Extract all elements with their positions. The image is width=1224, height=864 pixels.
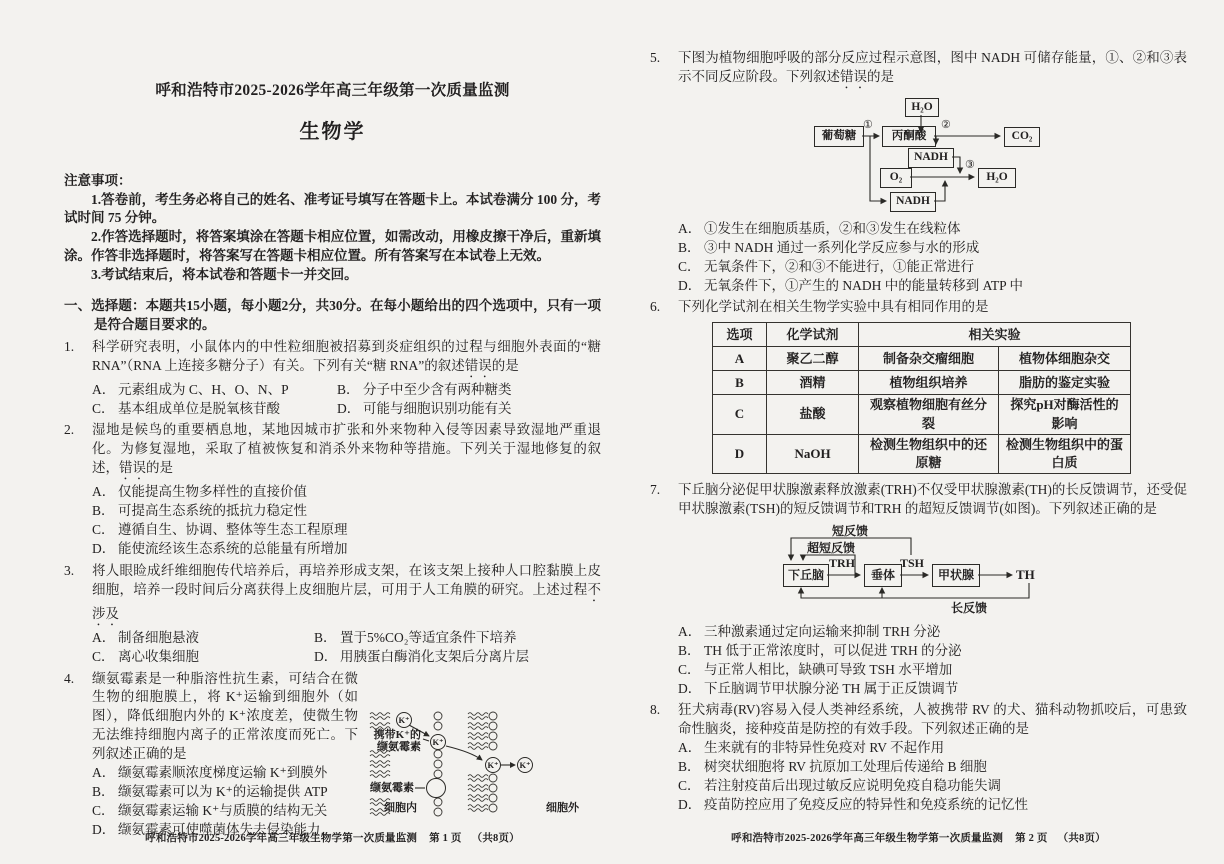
option-label: B．	[678, 239, 701, 255]
question-body	[678, 298, 1187, 478]
option-text: 树突状细胞将 RV 抗原加工处理后传递给 B 细胞	[704, 759, 987, 775]
cell-reagent: NaOH	[767, 434, 859, 473]
option-text: 下丘脑调节甲状腺分泌 TH 属于正反馈调节	[704, 680, 959, 696]
cell-exp2: 脂肪的鉴定实验	[999, 371, 1131, 395]
option-label: D．	[92, 821, 116, 837]
question-body	[678, 49, 1187, 295]
question-body	[92, 670, 601, 840]
option-text: TH 低于正常浓度时，可以促进 TRH 的分泌	[704, 642, 962, 658]
question-stem: 狂犬病毒(RV)容易入侵人类神经系统，人被携带 RV 的犬、猫科动物抓咬后，可患致命性脑炎，接种疫苗是防控的有效手段。下列叙述正确的是	[678, 702, 1187, 737]
question-stem	[92, 338, 601, 381]
option-row	[678, 680, 1187, 699]
thyroid-box: 甲状腺	[932, 564, 980, 587]
option-row	[678, 258, 1187, 277]
flowchart-arrows	[808, 96, 1108, 218]
option-row	[678, 277, 1187, 296]
stem-text: 的是	[146, 460, 173, 476]
stem-text: 的是	[867, 68, 894, 84]
footer-page-number: 第 1 页	[429, 833, 462, 844]
option-label: A．	[678, 220, 702, 236]
option-label: D．	[678, 680, 702, 696]
stem-text: 下图为植物细胞呼吸的部分反应过程示意图，图中 NADH 可储存能量，①、②和③表示不同反应阶段。下列叙述	[678, 50, 1187, 84]
option-text: 缬氨霉素运输 K⁺与质膜的结构无关	[118, 802, 328, 818]
cell-reagent: 盐酸	[767, 395, 859, 434]
footer-page-total: （共8页）	[1057, 833, 1106, 844]
k-ion-label: K⁺	[519, 759, 531, 770]
phospholipid-bilayer	[370, 712, 497, 816]
option-label: D．	[92, 540, 116, 556]
option-row	[678, 661, 1187, 680]
footer-text: 呼和浩特市2025-2026学年高三年级生物学第一次质量监测	[731, 833, 1004, 844]
k-transport-arrow	[446, 746, 482, 760]
option-row	[92, 400, 337, 419]
question-number: 1.	[64, 338, 75, 354]
long-feedback-line	[801, 583, 1029, 598]
option-text: 遵循自生、协调、整体等生态工程原理	[118, 522, 348, 538]
option-text: 离心收集细胞	[118, 648, 199, 664]
footer-page-number: 第 2 页	[1015, 833, 1048, 844]
option-label: D．	[678, 796, 702, 812]
option-row	[337, 400, 601, 419]
option-row	[92, 629, 314, 648]
option-label: A．	[92, 764, 116, 780]
carry-label-dash	[423, 739, 429, 741]
glucose-box: 葡萄糖	[814, 126, 864, 147]
option-text: 缬氨霉素可使噬菌体失去侵染能力	[118, 821, 321, 837]
notice-heading: 注意事项：	[64, 172, 132, 188]
option-row	[314, 648, 601, 667]
option-label: A．	[678, 740, 702, 756]
o2-box: O₂	[880, 168, 912, 188]
step1-label: ①	[863, 118, 873, 131]
carry-label-line1: 携带K⁺的	[373, 728, 421, 741]
question-stem: 缬氨霉素是一种脂溶性抗生素，可结合在微生物的细胞膜上，将 K⁺运输到细胞外（如图），降低细胞内外的 K⁺浓度差，使微生物无法维持细胞内离子的正常浓度而死亡。下列叙述正确的是	[92, 670, 358, 762]
question-1	[64, 338, 601, 419]
question-stem: 下列化学试剂在相关生物学实验中具有相同作用的是	[678, 299, 989, 315]
option-row	[678, 758, 1187, 777]
cell-option: A	[713, 347, 767, 371]
footer-text: 呼和浩特市2025-2026学年高三年级生物学第一次质量监测	[145, 833, 418, 844]
question-number: 6.	[650, 299, 661, 315]
option-label: D．	[314, 648, 338, 664]
question-number: 4.	[64, 670, 75, 686]
option-text: 能使流经该生态系统的总能量有所增加	[118, 540, 348, 556]
cell-exp1: 制备杂交瘤细胞	[859, 347, 999, 371]
option-row	[92, 502, 601, 521]
option-text: 无氧条件下，①产生的 NADH 中的能量转移到 ATP 中	[704, 277, 1024, 293]
option-label: A．	[678, 623, 702, 639]
col-header-reagent: 化学试剂	[767, 323, 859, 347]
footer-page-total: （共8页）	[471, 833, 520, 844]
question-stem	[92, 562, 601, 629]
option-label: B．	[337, 381, 360, 397]
notice-item: 3.考试结束后，将本试卷和答题卡一并交回。	[91, 267, 358, 283]
option-text: 疫苗防控应用了免疫反应的特异性和免疫系统的记忆性	[704, 796, 1028, 812]
option-text: 生来就有的非特异性免疫对 RV 不起作用	[704, 740, 945, 756]
page-left	[64, 80, 601, 840]
option-row	[678, 220, 1187, 239]
k-ion-label: K⁺	[487, 759, 499, 770]
cell-reagent: 酒精	[767, 371, 859, 395]
question-body	[92, 338, 601, 419]
footer-page-2	[650, 830, 1187, 845]
footer-page-1	[64, 830, 601, 845]
table-row	[713, 434, 1131, 473]
tsh-label: TSH	[900, 555, 925, 570]
option-text: 无氧条件下，②和③不能进行，①能正常进行	[704, 258, 974, 274]
carry-label-line2: 缬氨霉素	[377, 741, 421, 754]
step2-label: ②	[941, 118, 951, 131]
option-text: 若注射疫苗后出现过敏反应说明免疫自稳功能失调	[704, 778, 1001, 793]
cell-reagent: 聚乙二醇	[767, 347, 859, 371]
question-3	[64, 562, 601, 667]
option-text: 基本组成单位是脱氧核苷酸	[118, 400, 280, 416]
cell-exp1: 观察植物细胞有丝分裂	[859, 395, 999, 434]
option-row	[337, 381, 601, 400]
stem-emphasis: 错误	[840, 68, 867, 84]
h2o-right-box: H₂O	[978, 168, 1016, 188]
option-row	[678, 739, 1187, 758]
question-body	[92, 421, 601, 558]
question-stem	[678, 49, 1187, 92]
cell-option: C	[713, 395, 767, 434]
stem-text: 将人眼睑成纤维细胞传代培养后，再培养形成支架，在该支架上接种人口腔黏膜上皮细胞，培养一段时间后分离获得上皮细胞片层，可用于人工角膜的研究。上述过程	[92, 562, 601, 597]
exam-subject: 生物学	[299, 120, 366, 143]
table-row	[713, 347, 1131, 371]
pyruvate-box: 丙酮酸	[882, 126, 936, 147]
outside-cell-label: 细胞外	[546, 801, 579, 814]
question-number: 5.	[650, 50, 661, 65]
long-feedback-label: 长反馈	[951, 600, 988, 615]
option-label: A．	[92, 629, 116, 645]
stem-emphasis: 错误	[119, 460, 146, 476]
stem-text: 科学研究表明，小鼠体内的中性粒细胞被招募到炎症组织的过程与细胞外表面的“糖 RNA”（RNA 上连接多糖分子）有关。下列有关“糖 RNA”的叙述	[92, 338, 601, 373]
option-label: B．	[678, 759, 701, 775]
cell-exp1: 检测生物组织中的还原糖	[859, 434, 999, 473]
carry-valinomycin-label	[366, 729, 421, 754]
option-text: 元素组成为 C、H、O、N、P	[118, 381, 289, 397]
question-number: 3.	[64, 562, 75, 578]
question-5	[650, 49, 1187, 295]
table-row	[713, 371, 1131, 395]
question-number: 8.	[650, 702, 661, 718]
option-label: B．	[92, 783, 115, 799]
cell-option: B	[713, 371, 767, 395]
option-label: C．	[92, 522, 115, 538]
option-text: 与正常人相比，缺碘可导致 TSH 水平增加	[704, 661, 953, 677]
col-header-experiments: 相关实验	[859, 323, 1131, 347]
option-text: 仅能提高生物多样性的直接价值	[118, 484, 307, 500]
k-ion-circles	[397, 712, 533, 797]
option-label: A．	[92, 381, 116, 397]
reagents-table	[712, 322, 1131, 474]
inside-cell-label: 细胞内	[384, 801, 417, 814]
k-ion-label: K⁺	[398, 714, 410, 725]
option-text: 缬氨霉素可以为 K⁺的运输提供 ATP	[118, 783, 328, 799]
stem-emphasis: 不涉及	[92, 581, 601, 621]
k-ion-label: K⁺	[432, 736, 444, 747]
options-grid	[92, 629, 601, 667]
option-label: C．	[678, 258, 701, 274]
question-stem: 下丘脑分泌促甲状腺激素释放激素(TRH)不仅受甲状腺激素(TH)的长反馈调节，还受促甲状腺激素(TSH)的短反馈调节和TRH 的超短反馈调节(如图)。下列叙述正确的是	[678, 482, 1187, 516]
h2o-top-box: H₂O	[905, 98, 939, 117]
question-body	[678, 481, 1187, 698]
option-row	[92, 483, 601, 502]
table-row	[713, 395, 1131, 434]
co2-box: CO₂	[1004, 127, 1040, 147]
option-row	[92, 648, 314, 667]
table-header-row	[713, 323, 1131, 347]
question-number: 2.	[64, 422, 75, 438]
short-feedback-label: 短反馈	[832, 523, 869, 538]
stem-text: 湿地是候鸟的重要栖息地，某地因城市扩张和外来物种入侵等因素导致湿地严重退化。为修复湿地，采取了植被恢复和消杀外来物种等措施。下列关于湿地修复的叙述，	[92, 422, 601, 476]
question-body	[678, 701, 1187, 814]
section-heading-label: 一、选择题：	[64, 298, 146, 314]
col-header-option: 选项	[713, 323, 767, 347]
option-label: D．	[337, 400, 361, 416]
option-label: C．	[92, 400, 115, 416]
option-text: ①发生在细胞质基质，②和③发生在线粒体	[704, 220, 961, 236]
question-body	[92, 562, 601, 667]
q7-thyroid-feedback-diagram	[776, 524, 1116, 620]
notice-item: 1.答卷前，考生务必将自己的姓名、准考证号填写在答题卡上。本试卷满分 100 分，考试时间 75 分钟。	[64, 191, 601, 226]
option-label: B．	[92, 503, 115, 519]
option-text: 制备细胞悬液	[118, 629, 199, 645]
step3-label: ③	[965, 158, 975, 171]
option-text: 分子中至少含有两种糖类	[363, 381, 512, 397]
option-label: A．	[92, 484, 116, 500]
ultrashort-feedback-label: 超短反馈	[807, 540, 856, 555]
stem-text: 的是	[491, 357, 519, 373]
page-right	[650, 46, 1187, 815]
cell-exp2: 探究pH对酶活性的影响	[999, 395, 1131, 434]
cell-exp1: 植物组织培养	[859, 371, 999, 395]
options-grid	[92, 381, 601, 419]
option-text: 三种激素通过定向运输来抑制 TRH 分泌	[704, 623, 941, 639]
option-row	[92, 540, 601, 559]
option-row	[678, 777, 1187, 796]
option-text: 可提高生态系统的抵抗力稳定性	[118, 503, 307, 519]
pituitary-box: 垂体	[864, 564, 902, 587]
valinomycin-label: 缬氨霉素	[370, 781, 414, 794]
option-label: C．	[92, 802, 115, 818]
option-row	[92, 521, 601, 540]
nadh-bottom-box: NADH	[890, 192, 936, 212]
q5-respiration-flowchart	[808, 96, 1108, 218]
option-text: 用胰蛋白酶消化支架后分离片层	[340, 648, 529, 664]
option-row	[678, 796, 1187, 815]
option-text: 可能与细胞识别功能有关	[363, 400, 512, 416]
option-label: B．	[678, 642, 701, 658]
section-heading-text: 本题共15小题，每小题2分，共30分。在每小题给出的四个选项中，只有一项是符合题目要求的。	[94, 298, 602, 332]
q4-valinomycin-membrane-diagram	[366, 708, 601, 818]
hypothalamus-box: 下丘脑	[783, 564, 829, 587]
question-6	[650, 298, 1187, 478]
option-label: B．	[314, 629, 337, 645]
option-row	[678, 642, 1187, 661]
option-text: ③中 NADH 通过一系列化学反应参与水的形成	[704, 239, 980, 255]
question-4	[64, 670, 601, 840]
valinomycin-circle	[427, 778, 446, 797]
question-stem	[92, 421, 601, 483]
stem-emphasis: 错误	[464, 357, 492, 373]
cell-option: D	[713, 434, 767, 473]
option-text: 置于5%CO₂等适宜条件下培养	[340, 629, 517, 645]
option-row	[678, 239, 1187, 258]
option-label: C．	[678, 778, 701, 793]
cell-exp2: 检测生物组织中的蛋白质	[999, 434, 1131, 473]
th-label: TH	[1016, 566, 1035, 582]
question-2	[64, 421, 601, 558]
option-row	[92, 381, 337, 400]
cell-exp2: 植物体细胞杂交	[999, 347, 1131, 371]
option-row	[314, 629, 601, 648]
option-label: C．	[678, 661, 701, 677]
option-text: 缬氨霉素顺浓度梯度运输 K⁺到膜外	[118, 764, 328, 780]
question-number: 7.	[650, 482, 661, 498]
trh-label: TRH	[829, 555, 856, 570]
notice-item: 2.作答选择题时，将答案填涂在答题卡相应位置，如需改动，用橡皮擦干净后，重新填涂。作答非选择题时，将答案写在答题卡相应位置。所有答案写在本试卷上无效。	[64, 229, 601, 264]
question-7	[650, 481, 1187, 698]
question-8	[650, 701, 1187, 814]
exam-title: 呼和浩特市2025-2026学年高三年级第一次质量监测	[155, 82, 510, 99]
option-label: C．	[92, 648, 115, 664]
section-heading	[64, 297, 601, 335]
option-row	[678, 623, 1187, 642]
nadh-mid-box: NADH	[908, 148, 954, 168]
option-label: D．	[678, 277, 702, 293]
